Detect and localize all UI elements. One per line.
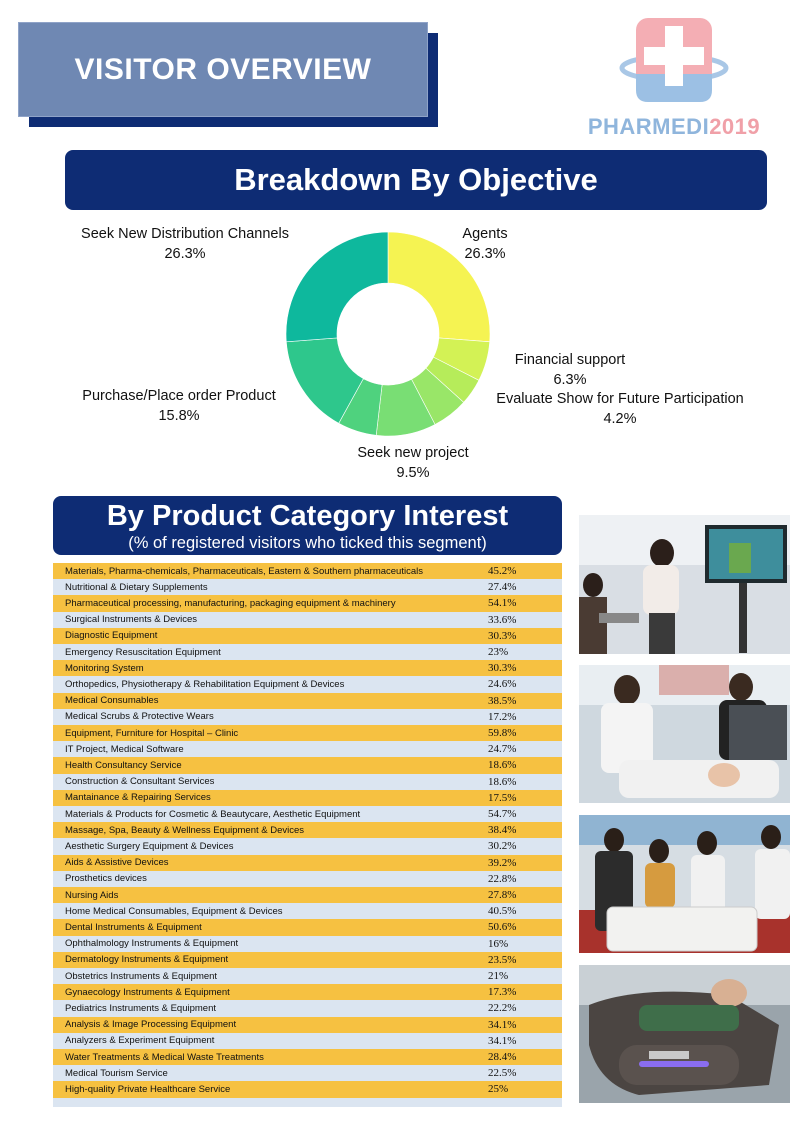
category-name: Pharmaceutical processing, manufacturing, packaging equipment & machinery (65, 597, 396, 609)
category-name: Dental Instruments & Equipment (65, 921, 202, 933)
category-value: 38.5% (488, 694, 517, 707)
category-name: Nursing Aids (65, 889, 119, 901)
page-title: VISITOR OVERVIEW (74, 52, 372, 86)
label-seek-new-distribution (80, 224, 290, 264)
category-name: Medical Tourism Service (65, 1067, 168, 1079)
table-row (53, 579, 562, 595)
logo-text-year: 2019 (709, 114, 761, 139)
category-name: Diagnostic Equipment (65, 630, 158, 642)
header-box (18, 22, 428, 117)
category-value: 28.4% (488, 1051, 517, 1064)
category-value: 22.8% (488, 872, 517, 885)
logo-text-main: PHARMEDI (587, 114, 710, 139)
table-row (53, 855, 562, 871)
category-value: 30.2% (488, 840, 517, 853)
photo-visitor-at-screen (579, 515, 790, 654)
label-text: Purchase/Place order Product (82, 388, 276, 404)
table-row (53, 1081, 562, 1097)
category-value: 27.4% (488, 581, 517, 594)
category-subtitle: (% of registered visitors who ticked this segment) (128, 534, 487, 552)
label-agents (445, 224, 525, 264)
category-value: 18.6% (488, 759, 517, 772)
category-name: Mantainance & Repairing Services (65, 792, 211, 804)
table-row (53, 628, 562, 644)
category-name: Gynaecology Instruments & Equipment (65, 986, 230, 998)
category-value: 24.6% (488, 678, 517, 691)
table-row (53, 693, 562, 709)
label-value: 26.3% (164, 246, 206, 262)
table-row (53, 774, 562, 790)
category-name: Health Consultancy Service (65, 759, 182, 771)
label-evaluate-show (494, 389, 746, 429)
category-value: 23.5% (488, 953, 517, 966)
label-value: 6.3% (553, 372, 587, 388)
table-row (53, 660, 562, 676)
table-row (53, 887, 562, 903)
category-value: 30.3% (488, 662, 517, 675)
category-name: Orthopedics, Physiotherapy & Rehabilitation Equipment & Devices (65, 678, 345, 690)
category-value: 17.3% (488, 986, 517, 999)
category-banner (53, 496, 562, 555)
table-row (53, 676, 562, 692)
objective-title: Breakdown By Objective (234, 162, 598, 197)
donut-slice (286, 232, 388, 342)
table-row (53, 741, 562, 757)
category-name: Aesthetic Surgery Equipment & Devices (65, 840, 234, 852)
category-value: 39.2% (488, 856, 517, 869)
table-row (53, 936, 562, 952)
category-name: Emergency Resuscitation Equipment (65, 646, 221, 658)
table-row (53, 595, 562, 611)
photo-massage-device-demo (579, 665, 790, 803)
table-row (53, 919, 562, 935)
category-name: Massage, Spa, Beauty & Wellness Equipment & Devices (65, 824, 305, 836)
category-name: Dermatology Instruments & Equipment (65, 954, 229, 966)
category-name: Medical Scrubs & Protective Wears (65, 711, 214, 723)
category-value: 22.5% (488, 1067, 517, 1080)
category-value: 34.1% (488, 1018, 517, 1031)
category-name: Home Medical Consumables, Equipment & Devices (65, 905, 283, 917)
label-financial-support (500, 350, 640, 390)
label-purchase-order (78, 386, 280, 426)
category-name: Obstetrics Instruments & Equipment (65, 970, 218, 982)
category-value: 54.7% (488, 808, 517, 821)
label-value: 4.2% (603, 411, 637, 427)
category-value: 22.2% (488, 1002, 517, 1015)
table-row (53, 806, 562, 822)
table-row (53, 952, 562, 968)
category-value: 30.3% (488, 629, 517, 642)
table-row (53, 1017, 562, 1033)
category-value: 38.4% (488, 824, 517, 837)
table-row (53, 1033, 562, 1049)
label-text: Seek New Distribution Channels (81, 226, 289, 242)
table-row (53, 725, 562, 741)
pharmedi-logo (568, 12, 780, 140)
table-row (53, 757, 562, 773)
table-row (53, 968, 562, 984)
category-value: 33.6% (488, 613, 517, 626)
category-name: Pediatrics Instruments & Equipment (65, 1002, 217, 1014)
category-name: High-quality Private Healthcare Service (65, 1083, 231, 1095)
label-value: 15.8% (158, 408, 200, 424)
category-name: Surgical Instruments & Devices (65, 614, 197, 626)
table-row (53, 903, 562, 919)
category-name: Analysis & Image Processing Equipment (65, 1019, 237, 1031)
category-value: 17.5% (488, 791, 517, 804)
category-name: Construction & Consultant Services (65, 776, 215, 788)
category-value: 23% (488, 646, 509, 659)
category-name: Medical Consumables (65, 695, 159, 707)
category-value: 54.1% (488, 597, 517, 610)
table-row (53, 1065, 562, 1081)
medical-cross-logo-icon (568, 12, 780, 112)
table-row (53, 563, 562, 579)
category-value: 34.1% (488, 1034, 517, 1047)
label-text: Financial support (514, 352, 626, 368)
category-name: Nutritional & Dietary Supplements (65, 581, 208, 593)
table-row (53, 871, 562, 887)
category-name: Materials & Products for Cosmetic & Beautycare, Aesthetic Equipment (65, 808, 361, 820)
table-row (53, 644, 562, 660)
category-name: Analyzers & Experiment Equipment (65, 1035, 215, 1047)
logo-text (568, 114, 780, 140)
table-row (53, 822, 562, 838)
category-value: 21% (488, 970, 509, 983)
category-value: 40.5% (488, 905, 517, 918)
table-row (53, 709, 562, 725)
label-value: 26.3% (464, 246, 506, 262)
category-name: Monitoring System (65, 662, 144, 674)
category-table (53, 563, 562, 1107)
category-value: 24.7% (488, 743, 517, 756)
table-row (53, 1000, 562, 1016)
category-name: Aids & Assistive Devices (65, 857, 169, 869)
category-value: 18.6% (488, 775, 517, 788)
photo-massage-chair (579, 965, 790, 1103)
label-value: 9.5% (396, 465, 430, 481)
category-value: 17.2% (488, 710, 517, 723)
table-row (53, 838, 562, 854)
table-row (53, 1049, 562, 1065)
photo-mattress-booth (579, 815, 790, 953)
category-value: 27.8% (488, 889, 517, 902)
objective-banner (65, 150, 767, 210)
category-name: IT Project, Medical Software (65, 743, 184, 755)
category-name: Materials, Pharma-chemicals, Pharmaceuticals, Eastern & Southern pharmaceuticals (65, 565, 423, 577)
category-title: By Product Category Interest (106, 500, 509, 532)
table-row (53, 790, 562, 806)
label-text: Evaluate Show for Future Participation (496, 391, 744, 407)
category-value: 25% (488, 1083, 509, 1096)
category-name: Water Treatments & Medical Waste Treatments (65, 1051, 264, 1063)
label-seek-new-project (345, 443, 481, 483)
category-name: Ophthalmology Instruments & Equipment (65, 938, 239, 950)
category-value: 50.6% (488, 921, 517, 934)
table-row (53, 984, 562, 1000)
label-text: Seek new project (357, 445, 469, 461)
table-row (53, 612, 562, 628)
category-value: 59.8% (488, 727, 517, 740)
category-name: Prosthetics devices (65, 873, 147, 885)
category-name: Equipment, Furniture for Hospital – Clinic (65, 727, 239, 739)
category-value: 45.2% (488, 565, 517, 578)
label-text: Agents (462, 226, 508, 242)
category-value: 16% (488, 937, 509, 950)
